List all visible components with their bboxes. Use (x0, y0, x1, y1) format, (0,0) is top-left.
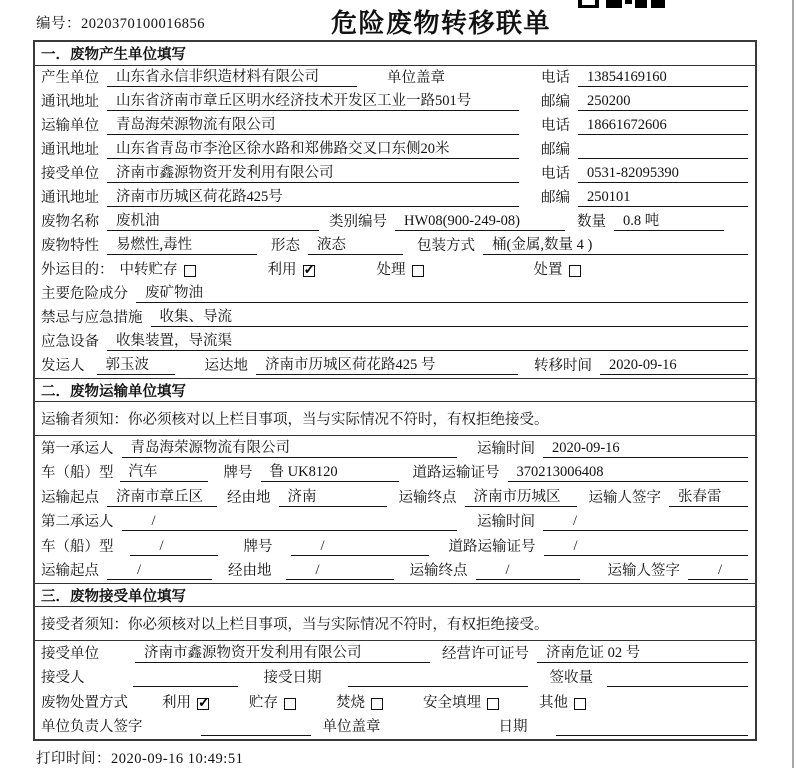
manifest-form (33, 40, 757, 741)
zip1-value: 250200 (578, 92, 748, 111)
acceptor-label: 接受人 (41, 670, 85, 686)
addr2-label: 通讯地址 (41, 142, 99, 158)
carrier1-label: 第一承运人 (41, 440, 114, 457)
equipment-label: 应急设备 (41, 334, 99, 350)
packaging-value: 桶(金属,数量 4 ) (483, 236, 748, 255)
zip2-label: 邮编 (541, 142, 570, 158)
row-transfer-purpose (35, 258, 755, 282)
acceptor-value (133, 668, 238, 687)
zip2-value (578, 140, 748, 159)
addr3-label: 通讯地址 (41, 190, 99, 206)
row-transporter (35, 114, 755, 138)
recv-value: 济南市鑫源物资开发利用有限公司 (107, 164, 519, 183)
row-accepting-unit (35, 641, 755, 666)
category-value: HW08(900-249-08) (395, 212, 565, 231)
via1-value: 济南 (279, 488, 387, 507)
terminus1-value: 济南市历城区 (465, 488, 577, 507)
purpose-option-treat-label: 处理 (376, 262, 406, 278)
row-vehicle1 (35, 461, 755, 486)
road-license1-label: 道路运输证号 (412, 465, 500, 481)
print-time-label: 打印时间： (36, 751, 111, 767)
origin1-value: 济南市章丘区 (107, 488, 217, 507)
row-producer (35, 66, 755, 90)
sign-date-label: 日期 (498, 719, 528, 735)
row-vehicle2 (35, 534, 755, 559)
section3-title: 三．废物接受单位填写 (35, 583, 755, 607)
producer-value: 山东省永信非织造材料有限公司 (107, 68, 357, 87)
road-license2-label: 道路运输证号 (448, 538, 536, 555)
row-taboo-measures (35, 306, 755, 330)
permit-label: 经营许可证号 (442, 645, 529, 662)
accept-date-value (348, 668, 528, 687)
sign-date-value (556, 717, 749, 736)
row-receiver-address (35, 186, 755, 210)
carrier2-label: 第二承运人 (41, 514, 114, 530)
row-waste-characteristics (35, 234, 755, 258)
trans-value: 青岛海荣源物流有限公司 (107, 116, 519, 135)
row-waste-name (35, 210, 755, 234)
purpose-label: 外运目的： (41, 262, 114, 278)
phone3-label: 电话 (541, 166, 570, 182)
page-edge-line (792, 0, 794, 768)
disposal-option-other-label: 其他 (539, 694, 568, 711)
row-receiver (35, 162, 755, 186)
checkbox-dispose (569, 265, 581, 277)
disposal-option-landfill-label: 安全填埋 (423, 694, 481, 711)
vehicle2-value: / (130, 537, 218, 556)
plate2-value: / (291, 537, 429, 556)
packaging-label: 包装方式 (417, 238, 475, 254)
section2-title: 二．废物运输单位填写 (35, 378, 755, 402)
equipment-value: 收集装置，导流渠 (107, 332, 748, 351)
zip3-value: 250101 (578, 188, 748, 207)
transfer-time-label: 转移时间 (534, 358, 592, 374)
carrier1-value: 青岛海荣源物流有限公司 (122, 439, 457, 458)
addr1-value: 山东省济南市章丘区明水经济技术开发区工业一路501号 (107, 92, 519, 111)
via2-value: / (286, 561, 394, 580)
quantity-label: 数量 (577, 214, 606, 230)
terminus2-value: / (476, 561, 580, 580)
vehicle2-label: 车（船）型 (41, 538, 114, 555)
carrier-sign1-label: 运输人签字 (588, 489, 661, 506)
time1-value: 2020-09-16 (543, 439, 748, 458)
carrier-sign2-label: 运输人签字 (607, 563, 680, 579)
phone1-value: 13854169160 (578, 68, 748, 87)
unit-signer-value (201, 717, 311, 736)
accept-unit-label: 接受单位 (41, 645, 99, 662)
checkbox-disposal-other (574, 698, 586, 710)
transporter-notice: 运输者须知：你必须核对以上栏目事项，当与实际情况不符时，有权拒绝接受。 (35, 402, 755, 436)
print-time-value: 2020-09-16 10:49:51 (111, 751, 244, 767)
checkbox-disposal-store (284, 698, 296, 710)
addr2-value: 山东省青岛市李沧区徐水路和郑佛路交叉口东侧20米 (107, 140, 519, 159)
row-hazard-components (35, 282, 755, 306)
purpose-option-use-label: 利用 (267, 262, 297, 278)
checkbox-disposal-burn (371, 698, 383, 710)
form-value: 液态 (308, 236, 403, 255)
disposal-option-burn-label: 焚烧 (336, 694, 365, 711)
waste-name-label: 废物名称 (41, 214, 99, 230)
time2-label: 运输时间 (477, 514, 535, 530)
row-first-carrier (35, 436, 755, 461)
time2-value: / (543, 512, 748, 531)
row-producer-address (35, 90, 755, 114)
row-acceptor (35, 666, 755, 691)
category-label: 类别编号 (329, 214, 387, 230)
disposal-option-store-label: 贮存 (249, 694, 278, 711)
addr1-label: 通讯地址 (41, 94, 99, 110)
phone2-label: 电话 (541, 118, 570, 134)
vehicle1-label: 车（船）型 (41, 465, 114, 481)
print-time (36, 747, 243, 768)
shipper-label: 发运人 (41, 358, 85, 374)
characteristics-label: 废物特性 (41, 238, 99, 254)
section1-title: 一．废物产生单位填写 (35, 42, 755, 66)
quantity-value: 0.8 吨 (614, 212, 724, 231)
unit-seal-label: 单位盖章 (387, 70, 445, 86)
receiver-notice: 接受者须知：你必须核对以上栏目事项，当与实际情况不符时，有权拒绝接受。 (35, 607, 755, 641)
permit-value: 济南危证 02 号 (537, 644, 748, 663)
checkbox-disposal-use (197, 698, 209, 710)
document-title: 危险废物转移联单 (331, 9, 552, 38)
accept-unit-value: 济南市鑫源物资开发利用有限公司 (135, 644, 430, 663)
time1-label: 运输时间 (477, 440, 535, 457)
transfer-time-value: 2020-09-16 (600, 356, 748, 375)
taboo-value: 收集、导流 (151, 308, 749, 327)
row-transporter-address (35, 138, 755, 162)
form-label: 形态 (271, 238, 300, 254)
row-shipper (35, 354, 755, 378)
plate2-label: 牌号 (243, 538, 273, 555)
carrier-sign1-value: 张春雷 (669, 488, 748, 507)
recv-label: 接受单位 (41, 166, 99, 182)
addr3-value: 济南市历城区荷花路425号 (107, 188, 519, 207)
serial-number (36, 12, 205, 33)
checkbox-disposal-landfill (487, 698, 499, 710)
carrier2-value: / (122, 512, 457, 531)
phone3-value: 0531-82095390 (578, 164, 748, 183)
destination-label: 运达地 (204, 358, 248, 374)
checkbox-storage (184, 265, 196, 277)
checkbox-treat (412, 265, 424, 277)
terminus2-label: 运输终点 (409, 563, 468, 579)
via2-label: 经由地 (228, 563, 272, 579)
hazard-label: 主要危险成分 (41, 286, 128, 302)
serial-value: 2020370100016856 (81, 16, 205, 32)
checkbox-use (303, 265, 315, 277)
origin2-value: / (107, 561, 212, 580)
row-route2 (35, 559, 755, 584)
unit-seal2-label: 单位盖章 (322, 719, 381, 735)
row-route1 (35, 485, 755, 510)
carrier-sign2-value: / (688, 561, 748, 580)
phone2-value: 18661672606 (578, 116, 748, 135)
row-emergency-equipment (35, 330, 755, 354)
serial-label: 编号： (36, 16, 81, 32)
road-license2-value: / (544, 537, 749, 556)
qr-code-icon (578, 0, 666, 9)
phone1-label: 电话 (541, 70, 570, 86)
disposal-option-use-label: 利用 (162, 694, 191, 711)
destination-value: 济南市历城区荷花路425 号 (256, 356, 518, 375)
origin1-label: 运输起点 (41, 489, 99, 506)
shipper-value: 郭玉波 (97, 356, 175, 375)
row-disposal-method (35, 690, 755, 715)
hazard-value: 废矿物油 (136, 284, 748, 303)
road-license1-value: 370213006408 (508, 463, 749, 482)
plate1-value: 鲁 UK8120 (261, 463, 399, 482)
waste-name-value: 废机油 (107, 212, 319, 231)
receipt-amount-label: 签收量 (549, 670, 593, 686)
purpose-option-storage-label: 中转贮存 (119, 262, 178, 278)
characteristics-value: 易燃性,毒性 (107, 236, 257, 255)
unit-signer-label: 单位负责人签字 (41, 719, 143, 735)
row-second-carrier (35, 510, 755, 535)
accept-date-label: 接受日期 (263, 670, 322, 686)
receipt-amount-value (607, 668, 748, 687)
origin2-label: 运输起点 (41, 563, 99, 579)
purpose-option-dispose-label: 处置 (533, 262, 563, 278)
zip3-label: 邮编 (541, 190, 570, 206)
plate1-label: 牌号 (223, 465, 253, 481)
terminus1-label: 运输终点 (398, 489, 457, 506)
row-signature (35, 715, 755, 740)
via1-label: 经由地 (227, 489, 271, 506)
trans-label: 运输单位 (41, 118, 99, 134)
zip1-label: 邮编 (541, 94, 570, 110)
vehicle1-value: 汽车 (120, 463, 208, 482)
producer-label: 产生单位 (41, 70, 99, 86)
disposal-label: 废物处置方式 (41, 694, 128, 711)
taboo-label: 禁忌与应急措施 (41, 310, 143, 326)
